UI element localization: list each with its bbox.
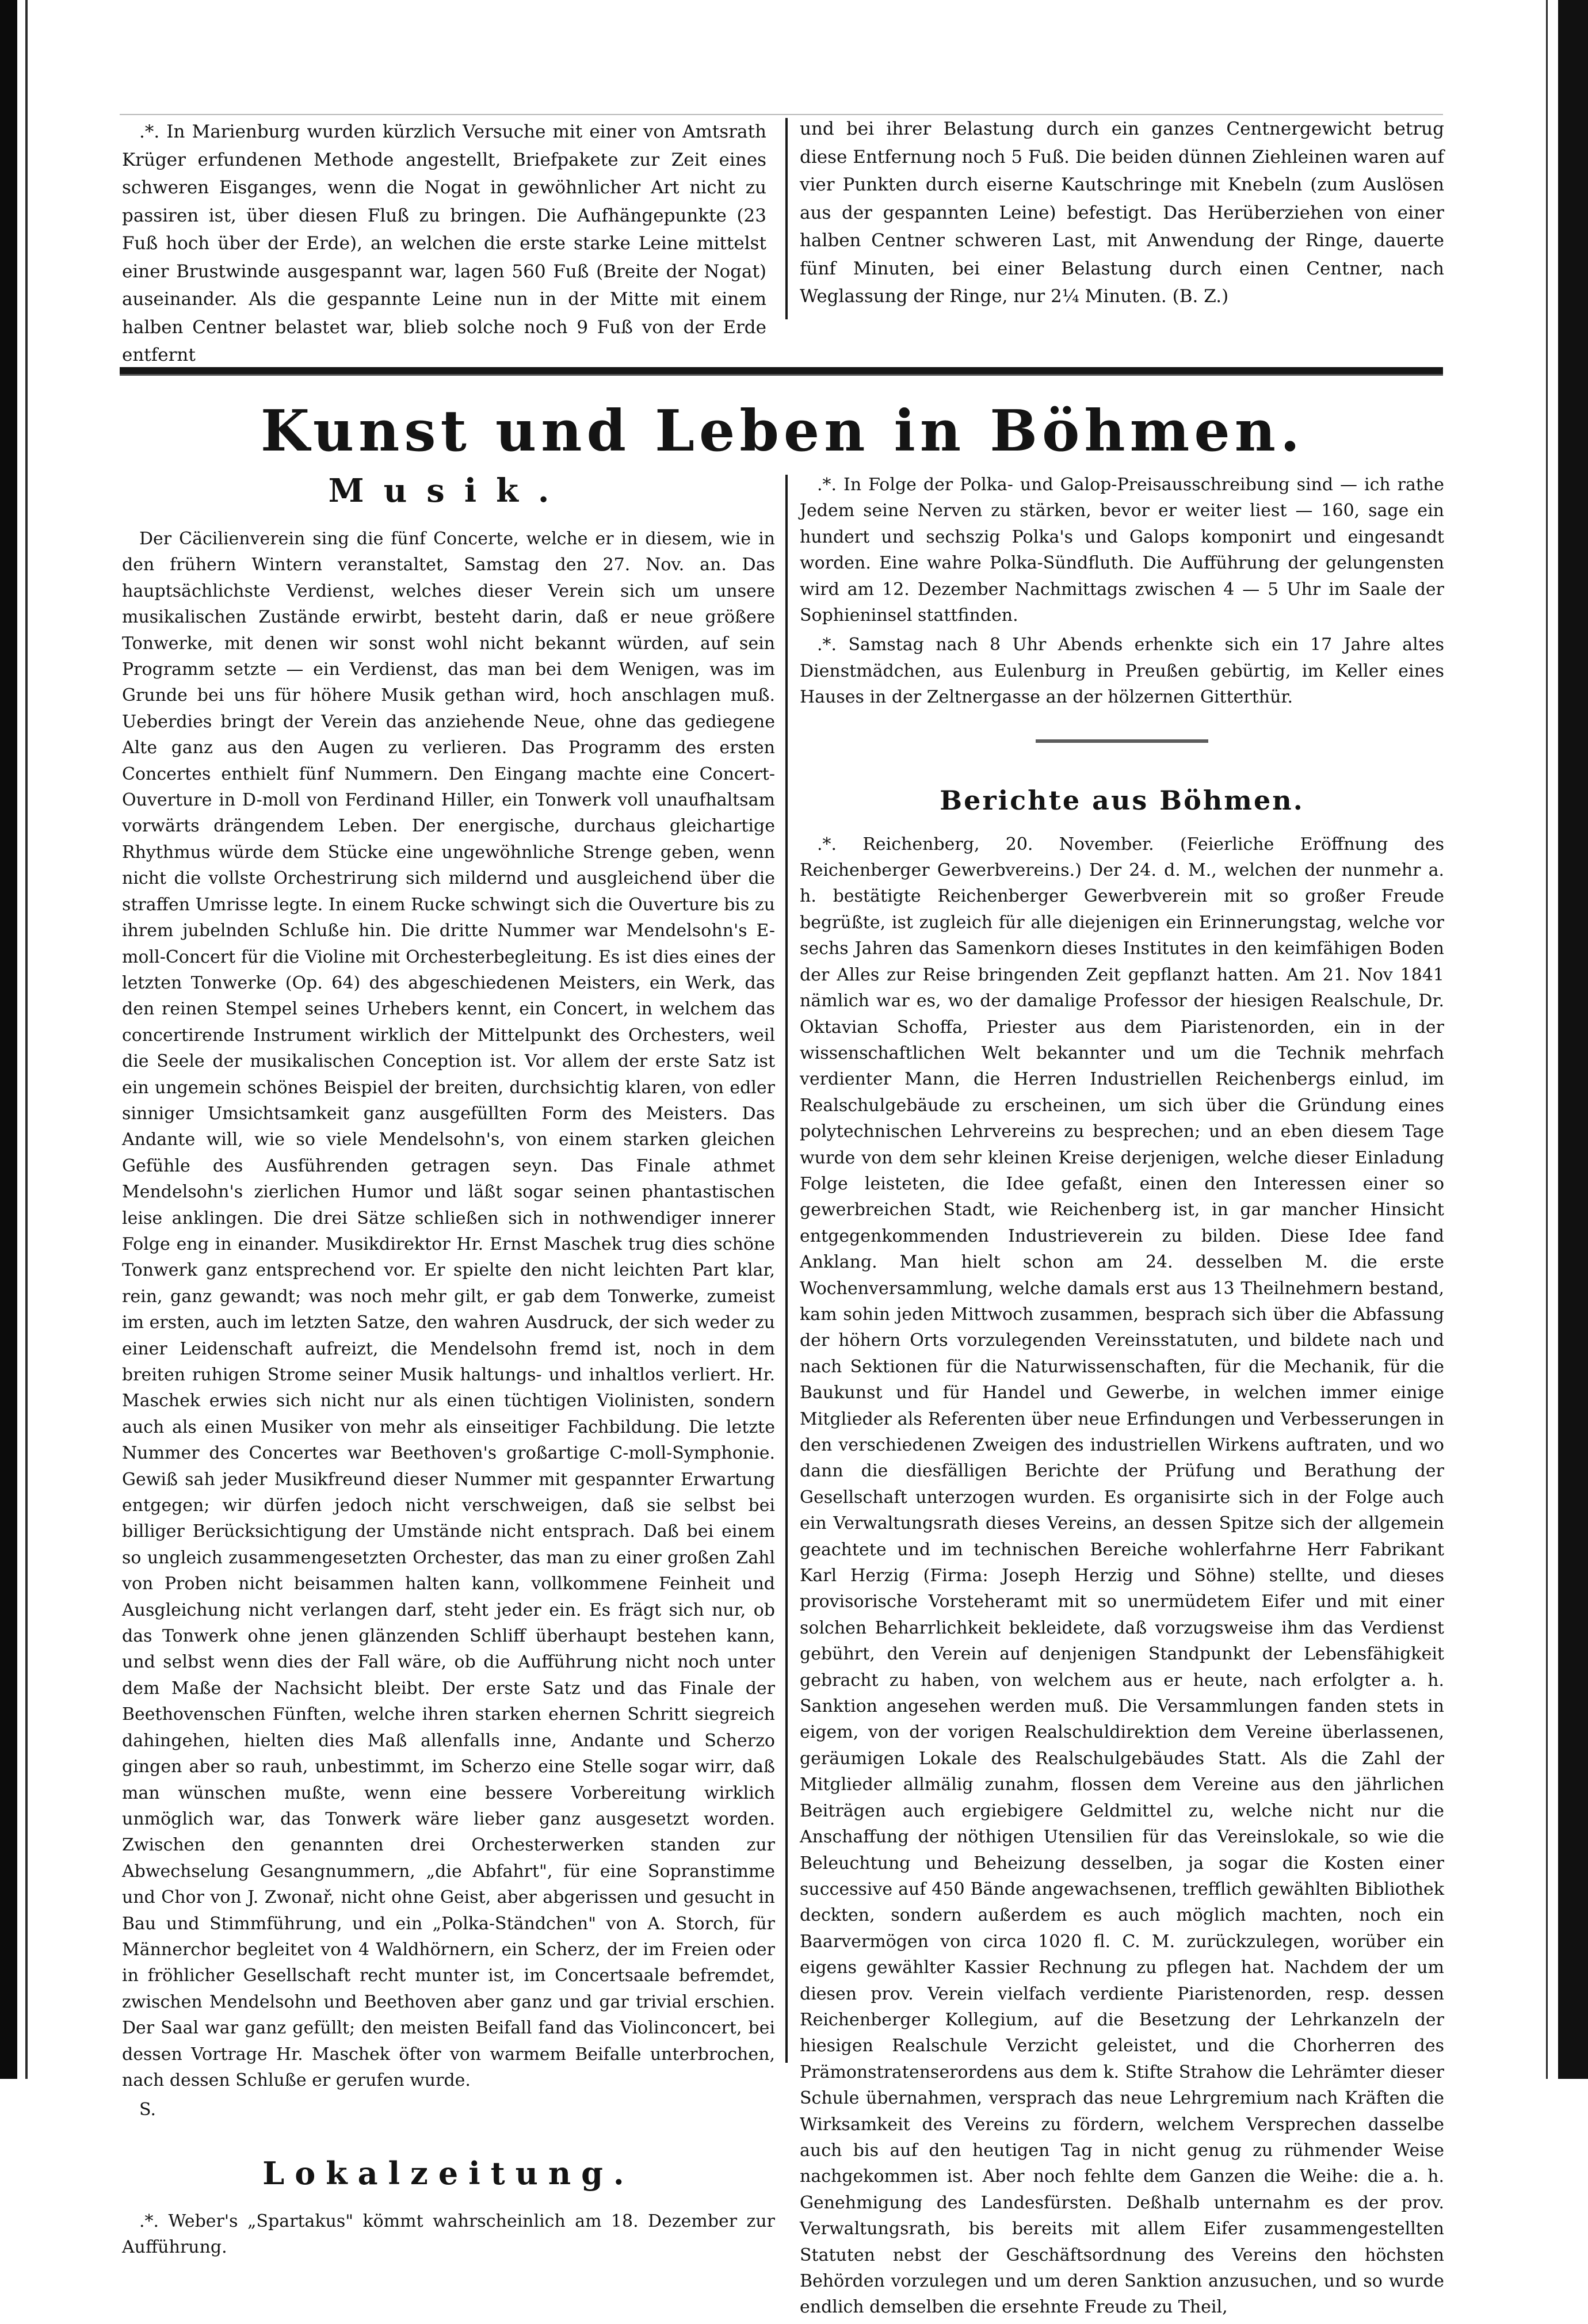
short-separator-rule bbox=[1036, 739, 1208, 743]
lokalzeitung-heading: Lokalzeitung. bbox=[262, 2154, 635, 2192]
notice-polka-paragraph: .*. In Folge der Polka- und Galop-Preisausschreibung sind — ich rathe Jedem seine Nerven zu stärken, bevor er weiter liest — 160, sage ein hundert und sechszig Polka's und Galops komponirt und eingesandt worden. Eine wahre Polka-Sündfluth. Die Aufführung der gelungensten wird am 12. Dezember Nachmittags zwischen 4 — 5 Uhr im Saale der Sophieninsel stattfinden. bbox=[800, 475, 1444, 626]
marienburg-continuation: und bei ihrer Belastung durch ein ganzes Centnergewicht betrug diese Entfernung noch 5 Fuß. Die beiden dünnen Ziehleinen waren auf vier Punkten durch eiserne Kautschringe mit Knebeln (zum Auslösen aus der gespannten Leine) befestigt. Das Herüberziehen von einer halben Centner schweren Last, mit Anwendung der Ringe, dauerte fünf Minuten, bei einer Belastung durch einen Centner, nach Weglassung der Ringe, nur 2¼ Minuten. (B. Z.) bbox=[800, 119, 1444, 307]
musik-heading: Musik. bbox=[328, 472, 569, 510]
lokalzeitung-paragraph: .*. Weber's „Spartakus" kömmt wahrscheinlich am 18. Dezember zur Aufführung. bbox=[122, 2211, 775, 2258]
left-main-column bbox=[122, 472, 775, 2264]
musik-paragraph: Der Cäcilienverein sing die fünf Concerte, welche er in diesem, wie in den frühern Wintern veranstaltet, Samstag den 27. Nov. an. Das hauptsächlichste Verdienst, welches dieser Verein sich um unsere musikalischen Zustände erwirbt, besteht darin, daß er neue größere Tonwerke, mit denen wir sonst wohl nicht bekannt würden, auf sein Programm setzte — ein Verdienst, das man bei dem Wenigen, was im Grunde bei uns für höhere Musik gethan wird, hoch anschlagen muß. Ueberdies bringt der Verein das anziehende Neue, ohne das gediegene Alte ganz aus den Augen zu verlieren. Das Programm des ersten Concertes enthielt fünf Nummern. Den Eingang machte eine Concert-Ouverture in D-moll von Ferdinand Hiller, ein Tonwerk voll unaufhaltsam vorwärts drängendem Leben. Der energische, durchaus gleichartige Rhythmus würde dem Stücke eine ungewöhnliche Strenge geben, wenn nicht die vollste Orchestrirung sich mildernd und ausgleichend über die straffen Umrisse legte. In einem Rucke schwingt sich die Ouverture bis zu ihrem jubelnden Schluße hin. Die dritte Nummer war Mendelsohn's E-moll-Concert für die Violine mit Orchesterbegleitung. Es ist dies eines der letzten Tonwerke (Op. 64) des abgeschiedenen Meisters, ein Werk, das den reinen Stempel seines Urhebers kennt, ein Concert, in welchem das concertirende Instrument wirklich der Mittelpunkt des Orchesters, weil die Seele der musikalischen Conception ist. Vor allem der erste Satz ist ein ungemein schönes Beispiel der breiten, durchsichtig klaren, von edler sinniger Umsichtsamkeit ganz ausgefüllten Form des Meisters. Das Andante will, wie so viele Mendelsohn's, von einem starken gleichen Gefühle des Ausführenden getragen seyn. Das Finale athmet Mendelsohn's zierlichen Humor und läßt sogar seinen phantastischen leise anklingen. Die drei Sätze schließen sich in nothwendiger innerer Folge eng in einander. Musikdirektor Hr. Ernst Maschek trug dies schöne Tonwerk ganz entsprechend vor. Er spielte den nicht leichten Part klar, rein, ganz gewandt; was noch mehr gilt, er gab dem Tonwerke, zumeist im ersten, auch im letzten Satze, den wahren Ausdruck, der sich weder zu einer Leidenschaft aufreizt, die Mendelsohn fremd ist, noch in dem breiten ruhigen Strome seiner Musik haltungs- und inhaltlos verliert. Hr. Maschek erwies sich nicht nur als einen tüchtigen Violinisten, sondern auch als einen Musiker von mehr als einseitiger Fachbildung. Die letzte Nummer des Concertes war Beethoven's großartige C-moll-Symphonie. Gewiß sah jeder Musikfreund dieser Nummer mit gespannter Erwartung entgegen; wir dürfen jedoch nicht verschweigen, daß sie selbst bei billiger Berücksichtigung der Umstände nicht entsprach. Daß bei einem so ungleich zusammengesetzten Orchester, das man zu einer großen Zahl von Proben nicht beisammen halten kann, vollkommene Feinheit und Ausgleichung nicht verlangen darf, steht jeder ein. Es frägt sich nur, ob das Tonwerk ohne jenen glänzenden Schliff überhaupt bestehen kann, und selbst wenn dies der Fall wäre, ob die Aufführung nicht noch unter dem Maße der Nachsicht bleibt. Der erste Satz und das Finale der Beethovenschen Fünften, welche ihren starken ehernen Schritt siegreich dahingehen, hielten dies Maß allenfalls inne, Andante und Scherzo gingen aber so rauh, unbestimmt, im Scherzo eine Stelle sogar wirr, daß man wünschen mußte, wenn eine bessere Vorbereitung wirklich unmöglich war, das Tonwerk wäre lieber ganz ausgesetzt worden. Zwischen den genannten drei Orchesterwerken standen zur Abwechselung Gesangnummern, „die Abfahrt", für eine Sopranstimme und Chor von J. Zwonař, nicht ohne Geist, aber abgerissen und gesucht in Bau und Stimmführung, und ein „Polka-Ständchen" von A. Storch, für Männerchor begleitet von 4 Waldhörnern, ein Scherz, der im Freien oder in fröhlicher Gesellschaft recht munter ist, im Concertsaale befremdet, zwischen Mendelsohn und Beethoven aber ganz und gar trivial erschien. Der Saal war ganz gefüllt; den meisten Beifall fand das Violinconcert, bei dessen Vortrage Hr. Maschek öfter von warmem Beifalle unterbrochen, nach dessen Schluße er gerufen wurde. bbox=[122, 529, 775, 2090]
scan-line-right bbox=[1546, 0, 1548, 2079]
notice-dienstmaedchen-paragraph: .*. Samstag nach 8 Uhr Abends erhenkte sich ein 17 Jahre altes Dienstmädchen, aus Eulenburg in Preußen gebürtig, im Keller eines Hauses in der Zeltnergasse an der hölzernen Gitterthür. bbox=[800, 635, 1444, 708]
top-left-column bbox=[122, 118, 766, 373]
top-column-divider bbox=[785, 118, 788, 319]
right-main-column bbox=[800, 472, 1444, 2324]
marienburg-paragraph: .*. In Marienburg wurden kürzlich Versuche mit einer von Amtsrath Krüger erfundenen Methode angestellt, Briefpakete zur Zeit eines schweren Eisganges, wenn die Nogat in gewöhnlicher Art nicht zu passiren ist, über diesen Fluß zu bringen. Die Aufhängepunkte (23 Fuß hoch über der Erde), an welchen die erste starke Leine mittelst einer Brustwinde ausgespannt war, lagen 560 Fuß (Breite der Nogat) auseinander. Als die gespannte Leine nun in der Mitte mit einem halben Centner belastet war, blieb solche noch 9 Fuß von der Erde entfernt bbox=[122, 121, 766, 365]
section-divider-rule bbox=[120, 367, 1443, 376]
masthead-title: Kunst und Leben in Böhmen. bbox=[260, 398, 1305, 464]
scan-line-left bbox=[25, 0, 28, 2079]
berichte-heading: Berichte aus Böhmen. bbox=[940, 784, 1304, 816]
scan-border-right bbox=[1558, 0, 1588, 2079]
main-column-divider bbox=[785, 475, 788, 2063]
top-right-column bbox=[800, 115, 1444, 314]
scan-border-left bbox=[0, 0, 17, 2079]
musik-signature: S. bbox=[139, 2100, 156, 2120]
berichte-paragraph: .*. Reichenberg, 20. November. (Feierliche Eröffnung des Reichenberger Gewerbvereins.) Der 24. d. M., welchen der nunmehr a. h. bestätigte Reichenberger Gewerbverein mit so großer Freude begrüßte, ist zugleich für alle diejenigen ein Erinnerungstag, welche vor sechs Jahren das Samenkorn dieses Institutes in den keimfähigen Boden der Alles zur Reise bringenden Zeit gepflanzt hatten. Am 21. Nov 1841 nämlich war es, wo der damalige Professor der hiesigen Realschule, Dr. Oktavian Schoffa, Priester aus dem Piaristenorden, ein in der wissenschaftlichen Welt bekannter und um die Technik mehrfach verdienter Mann, die Herren Industriellen Reichenbergs einlud, im Realschulgebäude zu erscheinen, um sich über die Gründung eines polytechnischen Lehrvereins zu besprechen; und an eben diesem Tage wurde von dem sehr kleinen Kreise derjenigen, welche dieser Einladung Folge leisteten, die Idee gefaßt, einen den Interessen einer so gewerbreichen Stadt, wie Reichenberg ist, in gar mancher Hinsicht entgegenkommenden Industrieverein zu bilden. Diese Idee fand Anklang. Man hielt schon am 24. desselben M. die erste Wochenversammlung, welche damals erst aus 13 Theilnehmern bestand, kam sohin jeden Mittwoch zusammen, besprach sich über die Abfassung der höhern Orts vorzulegenden Vereinsstatuten, und bildete nach und nach Sektionen für die Naturwissenschaften, für die Mechanik, für die Baukunst und für Handel und Gewerbe, in welchen immer einige Mitglieder als Referenten über neue Erfindungen und Verbesserungen in den verschiedenen Zweigen des industriellen Wirkens auftraten, und wo dann die diesfälligen Berichte der Prüfung und Berathung der Gesellschaft unterzogen wurden. Es organisirte sich in der Folge auch ein Verwaltungsrath dieses Vereins, an dessen Spitze sich der allgemein geachtete und im technischen Bereiche wohlerfahrne Herr Fabrikant Karl Herzig (Firma: Joseph Herzig und Söhne) stellte, und dieses provisorische Vorsteheramt mit so unermüdetem Eifer und mit einer solchen Beharrlichkeit bekleidete, daß vorzugsweise ihm das Verdienst gebührt, den Verein auf denjenigen Standpunkt der Lebensfähigkeit gebracht zu haben, von welchem aus er heute, nach erfolgter a. h. Sanktion angesehen werden muß. Die Versammlungen fanden stets in eigem, von der vorigen Realschuldirektion dem Vereine überlassenen, geräumigen Lokale des Realschulgebäudes Statt. Als die Zahl der Mitglieder allmälig zunahm, flossen dem Vereine aus den jährlichen Beiträgen auch ergiebigere Geldmittel zu, welche nicht nur die Anschaffung der nöthigen Utensilien für das Vereinslokale, so wie die Beleuchtung und Beheizung desselben, ja sogar die Kosten einer successive auf 450 Bände angewachsenen, trefflich gewählten Bibliothek deckten, sondern außerdem es auch möglich machten, noch ein Baarvermögen von circa 1020 fl. C. M. zurückzulegen, worüber ein eigens gewählter Kassier Rechnung zu pflegen hat. Nachdem der um diesen prov. Verein vielfach verdiente Piaristenorden, resp. dessen Reichenberger Kollegium, auf die Besetzung der Lehrkanzeln der hiesigen Realschule Verzicht geleistet, und die Chorherren des Prämonstratenserordens aus dem k. Stifte Strahow die Lehrämter dieser Schule übernahmen, versprach das neue Lehrgremium nach Kräften die Wirksamkeit des Vereins zu fördern, welchem Versprechen dasselbe auch bis auf den heutigen Tag in nicht genug zu rühmender Weise nachgekommen ist. Aber noch fehlte dem Ganzen die Weihe: die a. h. Genehmigung des Landesfürsten. Deßhalb unternahm es der prov. Verwaltungsrath, bis bereits mit allem Eifer zusammengestellten Statuten nebst der Geschäftsordnung des Vereins den höchsten Behörden vorzulegen und um deren Sanktion anzusuchen, und so wurde endlich demselben die ersehnte Freude zu Theil, bbox=[800, 834, 1444, 2318]
